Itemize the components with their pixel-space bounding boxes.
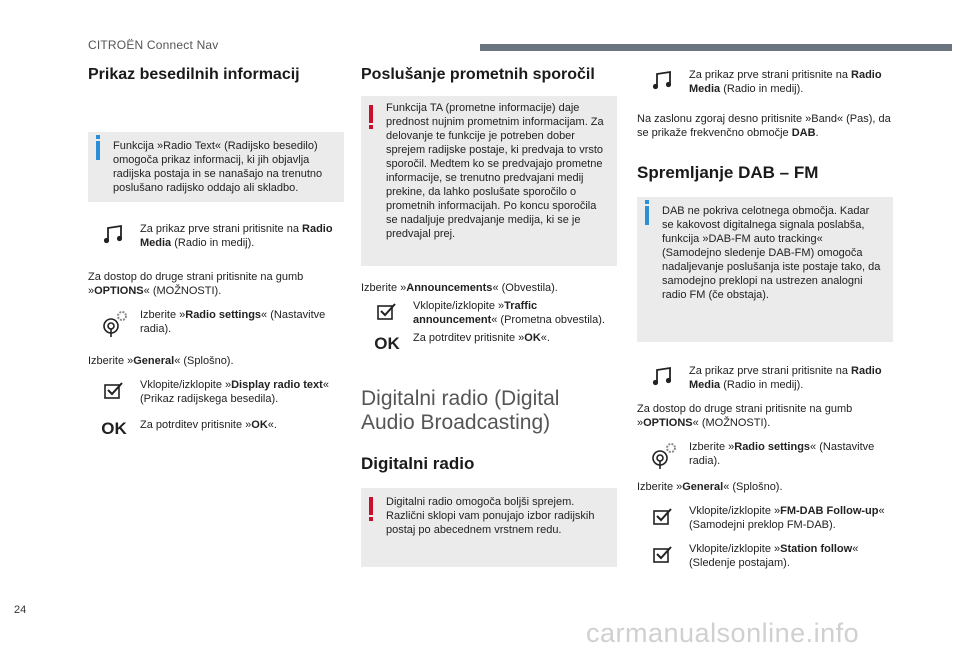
column-2 xyxy=(361,64,617,577)
section-title-dab-fm: Spremljanje DAB – FM xyxy=(637,163,819,182)
warning-icon xyxy=(369,105,373,123)
section-title-dab: Digitalni radio (Digital Audio Broadcasting) xyxy=(361,387,560,434)
header-label: CITROËN Connect Nav xyxy=(88,38,219,52)
step-row: Izberite »Radio settings« (Nastavitve radia). xyxy=(88,308,344,338)
step-row: Izberite »Radio settings« (Nastavitve radia). xyxy=(637,440,893,470)
info-note-text: DAB ne pokriva celotnega območja. Kadar se kakovost digitalnega signala poslabša, funkcija »DAB-FM auto tracking« (Samodejno sledenje DAB-FM) omogoča nadaljevanje poslušanja iste postaje tako, da samodejno preklopi na ustrezen analogni radio FM (če obstaja). xyxy=(662,205,881,301)
info-icon xyxy=(645,206,649,225)
paragraph: Izberite »General« (Splošno). xyxy=(637,481,783,493)
header-bar xyxy=(480,44,952,51)
step-row: OK Za potrditev pritisnite »OK«. xyxy=(374,332,550,353)
ok-icon: OK xyxy=(101,419,127,438)
warning-note-text: Funkcija TA (prometne informacije) daje prednost nujnim prometnim informacijam. Za delovanje te funkcije je potreben dober sprejem radijske postaje, ki predvaja to vrsto sporočil. Medtem ko se predvajajo prometne informacije, se trenutno predvajani medij prekine, da lahko poslušate sporočilo o prometnih informacijah. Po koncu sporočila se nadaljuje predvajanje medija, ki se je predvajal prej. xyxy=(386,102,604,240)
step-row: Vklopite/izklopite »Traffic announcement« (Prometna obvestila). xyxy=(361,299,617,327)
music-note-icon xyxy=(652,366,674,386)
checkbox-icon xyxy=(103,380,125,400)
warning-icon xyxy=(369,497,373,515)
warning-note xyxy=(361,488,617,567)
info-note xyxy=(637,197,893,342)
step-row: Za prikaz prve strani pritisnite na Radio Media (Radio in medij). xyxy=(637,364,893,392)
column-1 xyxy=(88,64,344,448)
subtitle-digital-radio: Digitalni radio xyxy=(361,454,475,473)
paragraph: Za dostop do druge strani pritisnite na gumb »OPTIONS« (MOŽNOSTI). xyxy=(637,403,853,429)
checkbox-icon xyxy=(376,301,398,321)
paragraph: Izberite »Announcements« (Obvestila). xyxy=(361,282,558,294)
page-number: 24 xyxy=(14,604,27,616)
paragraph: Izberite »General« (Splošno). xyxy=(88,355,234,367)
section-title-radio-text: Prikaz besedilnih informacij xyxy=(88,66,300,83)
step-row: Vklopite/izklopite »Station follow« (Sledenje postajam). xyxy=(637,542,893,570)
step-row: Za prikaz prve strani pritisnite na Radio Media (Radio in medij). xyxy=(637,68,893,96)
step-row: Vklopite/izklopite »FM-DAB Follow-up« (Samodejni preklop FM-DAB). xyxy=(637,504,893,532)
section-title-traffic: Poslušanje prometnih sporočil xyxy=(361,66,595,83)
info-icon xyxy=(96,141,100,160)
warning-note-text: Digitalni radio omogoča boljši sprejem. Različni sklopi vam ponujajo izbor radijskih postaj po abecednem vrstnem redu. xyxy=(386,496,595,536)
checkbox-icon xyxy=(652,506,674,526)
ok-icon: OK xyxy=(374,334,400,353)
step-row: OK Za potrditev pritisnite »OK«. xyxy=(101,419,277,438)
paragraph: Za dostop do druge strani pritisnite na gumb »OPTIONS« (MOŽNOSTI). xyxy=(88,271,304,297)
step-row: Vklopite/izklopite »Display radio text« (Prikaz radijskega besedila). xyxy=(88,378,344,406)
step-row: Za prikaz prve strani pritisnite na Radio Media (Radio in medij). xyxy=(88,222,344,250)
radio-settings-icon xyxy=(648,442,678,470)
music-note-icon xyxy=(652,70,674,90)
watermark: carmanualsonline.info xyxy=(586,618,860,648)
info-note xyxy=(88,132,344,202)
column-3 xyxy=(637,68,893,580)
radio-settings-icon xyxy=(99,310,129,338)
warning-note xyxy=(361,96,617,266)
paragraph: Na zaslonu zgoraj desno pritisnite »Band« (Pas), da se prikaže frekvenčno območje DAB. xyxy=(637,113,891,139)
music-note-icon xyxy=(103,224,125,244)
info-note-text: Funkcija »Radio Text« (Radijsko besedilo) omogoča prikaz informacij, ki jih objavlja radijska postaja in se nanašajo na trenutno poslušano radijsko oddajo ali skladbo. xyxy=(113,140,323,194)
checkbox-icon xyxy=(652,544,674,564)
